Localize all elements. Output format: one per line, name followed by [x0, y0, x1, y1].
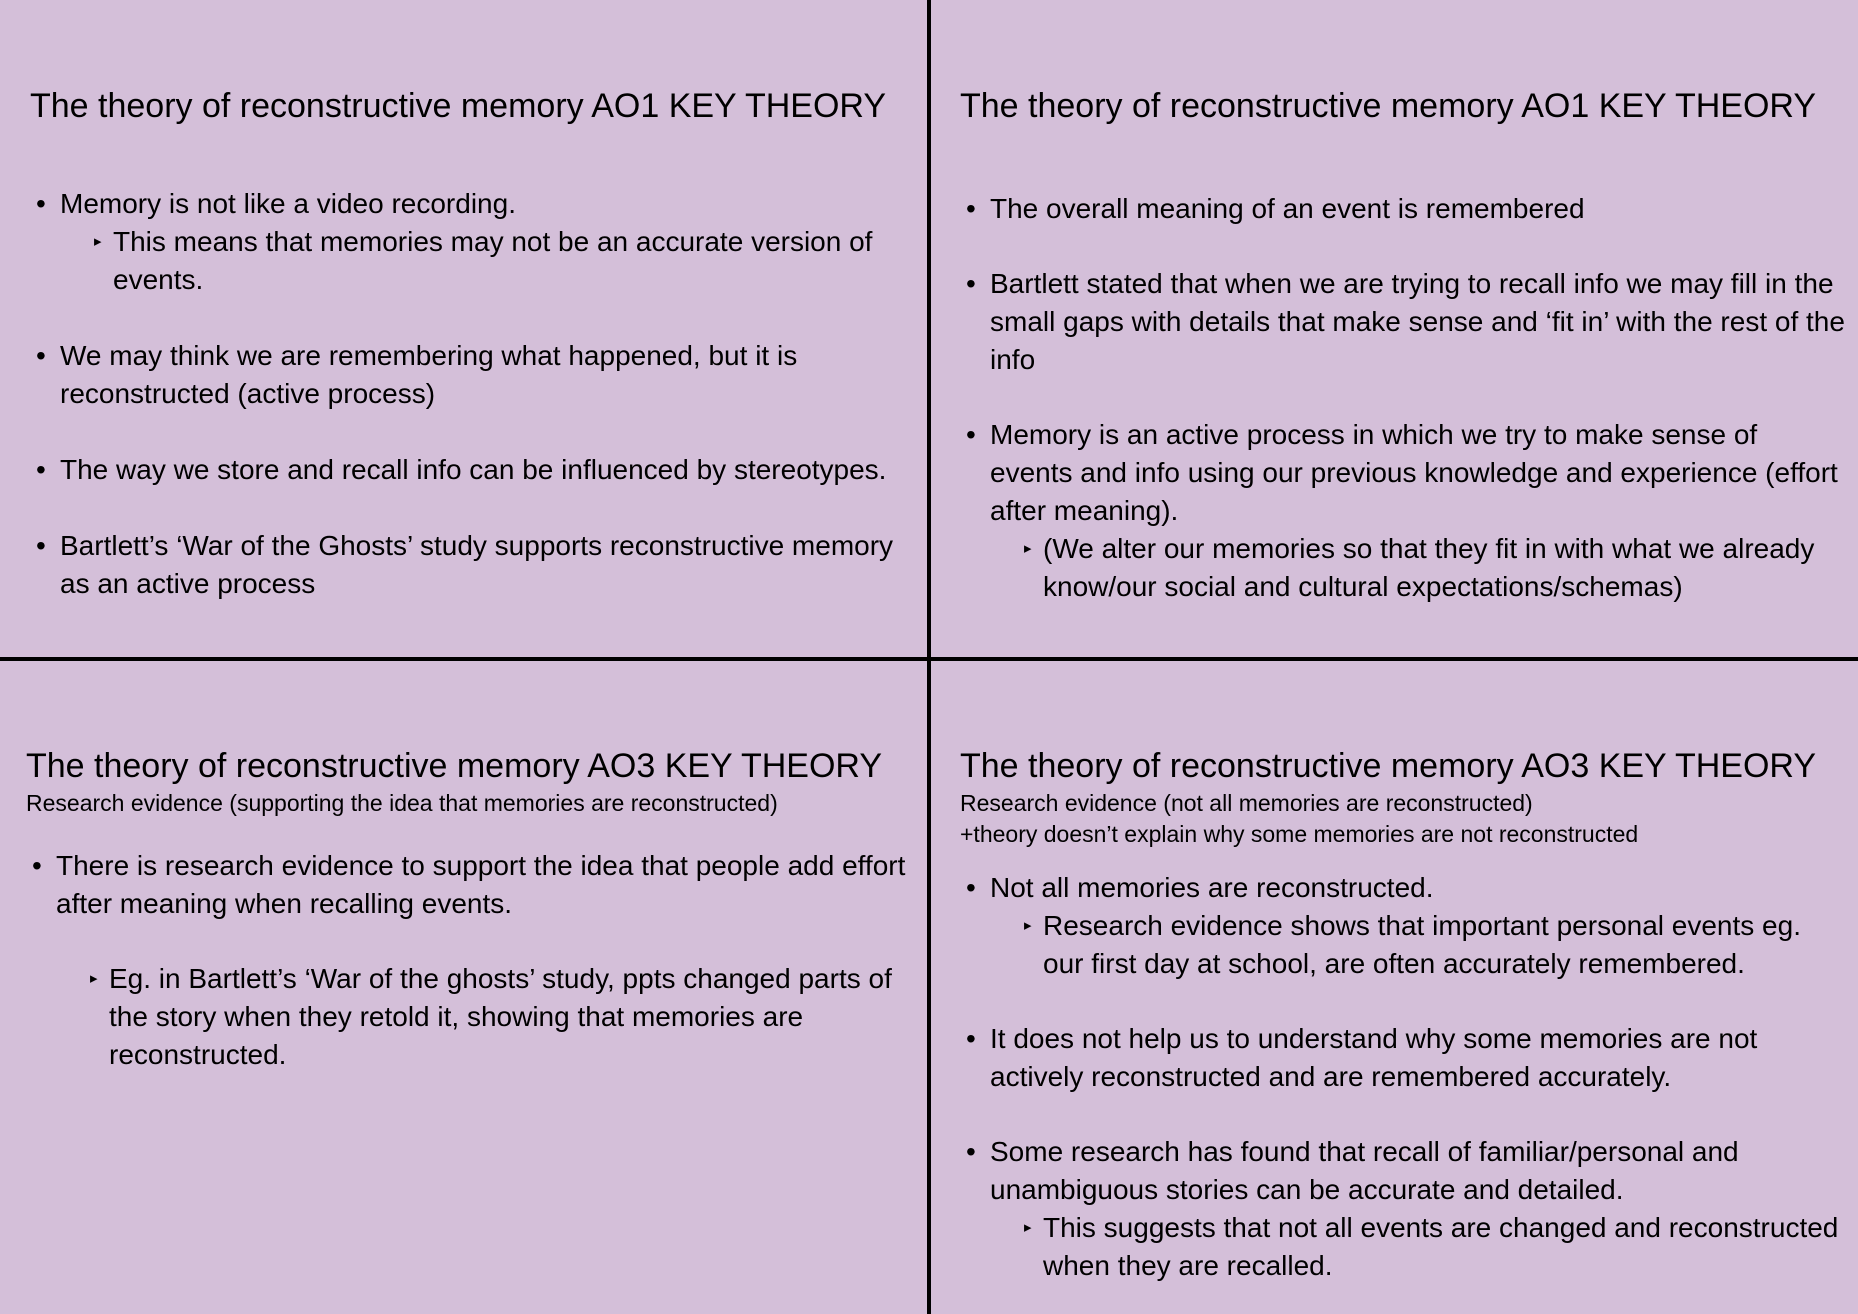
triangle-bullet-icon: ▸ — [1024, 540, 1032, 557]
panel-ao1-left — [0, 0, 927, 657]
bullet-item — [30, 451, 910, 489]
bullet-text: There is research evidence to support the idea that people add effort after meaning when recalling events. — [56, 850, 906, 919]
sub-bullet-item — [990, 1209, 1845, 1285]
bullet-dot-icon: • — [966, 268, 976, 299]
sub-bullet-item — [60, 223, 910, 299]
bullet-dot-icon: • — [36, 340, 46, 371]
sub-bullet-text: Eg. in Bartlett’s ‘War of the ghosts’ study, ppts changed parts of the story when they retold it, showing that memories are reconstructed. — [109, 963, 892, 1070]
bullet-dot-icon: • — [36, 454, 46, 485]
sub-bullet-text: This means that memories may not be an accurate version of events. — [113, 226, 873, 295]
bullet-item — [30, 185, 910, 299]
bullet-text: Not all memories are reconstructed. — [990, 872, 1434, 903]
bullet-item — [960, 416, 1845, 606]
bullet-dot-icon: • — [36, 530, 46, 561]
bullet-text: We may think we are remembering what happened, but it is reconstructed (active process) — [60, 340, 798, 409]
bullet-item — [26, 847, 916, 1074]
bullet-dot-icon: • — [966, 193, 976, 224]
bullet-item — [960, 869, 1845, 983]
bullet-text: Some research has found that recall of familiar/personal and unambiguous stories can be accurate and detailed. — [990, 1136, 1739, 1205]
panel-ao1-right — [931, 0, 1858, 657]
panel-subtitle: Research evidence (supporting the idea that memories are reconstructed) — [26, 790, 778, 816]
bullet-item — [960, 1020, 1845, 1096]
panel-title: The theory of reconstructive memory AO3 KEY THEORY — [960, 747, 1817, 785]
sub-bullet-item — [56, 960, 916, 1074]
bullet-dot-icon: • — [36, 188, 46, 219]
bullet-item — [30, 337, 910, 413]
bullet-text: Memory is not like a video recording. — [60, 188, 516, 219]
sub-bullet-list — [56, 960, 916, 1074]
panel-title: The theory of reconstructive memory AO1 KEY THEORY — [30, 87, 887, 125]
bullet-dot-icon: • — [32, 850, 42, 881]
bullet-item — [960, 190, 1845, 228]
sub-bullet-text: Research evidence shows that important personal events eg. our first day at school, are often accurately remembered. — [1043, 910, 1801, 979]
sub-bullet-item — [990, 907, 1845, 983]
bullet-dot-icon: • — [966, 872, 976, 903]
panel-title: The theory of reconstructive memory AO3 KEY THEORY — [26, 747, 883, 785]
bullet-dot-icon: • — [966, 1023, 976, 1054]
panel-ao3-left — [0, 661, 927, 1314]
sub-bullet-list — [990, 907, 1845, 983]
sub-bullet-list — [990, 530, 1845, 606]
triangle-bullet-icon: ▸ — [94, 233, 102, 250]
bullet-item — [30, 527, 910, 603]
sub-bullet-text: This suggests that not all events are changed and reconstructed when they are recalled. — [1043, 1212, 1839, 1281]
bullet-dot-icon: • — [966, 419, 976, 450]
bullet-list — [30, 185, 910, 603]
panel-title: The theory of reconstructive memory AO1 KEY THEORY — [960, 87, 1817, 125]
sub-bullet-item — [990, 530, 1845, 606]
bullet-text: The overall meaning of an event is remembered — [990, 193, 1585, 224]
bullet-list — [26, 847, 916, 1074]
bullet-text: Bartlett stated that when we are trying to recall info we may fill in the small gaps with details that make sense and ‘fit in’ with the rest of the info — [990, 268, 1845, 375]
bullet-item — [960, 265, 1845, 379]
bullet-text: It does not help us to understand why some memories are not actively reconstructed and are remembered accurately. — [990, 1023, 1758, 1092]
panel-subtitle: +theory doesn’t explain why some memories are not reconstructed — [960, 821, 1639, 847]
bullet-list — [960, 869, 1845, 1285]
triangle-bullet-icon: ▸ — [90, 970, 98, 987]
sub-bullet-list — [990, 1209, 1845, 1285]
triangle-bullet-icon: ▸ — [1024, 1219, 1032, 1236]
bullet-text: Memory is an active process in which we try to make sense of events and info using our previous knowledge and experience (effort after meaning). — [990, 419, 1838, 526]
triangle-bullet-icon: ▸ — [1024, 917, 1032, 934]
bullet-item — [960, 1133, 1845, 1285]
panel-subtitle: Research evidence (not all memories are reconstructed) — [960, 790, 1533, 816]
bullet-text: Bartlett’s ‘War of the Ghosts’ study supports reconstructive memory as an active process — [60, 530, 894, 599]
panel-ao3-right — [931, 661, 1858, 1314]
sub-bullet-text: (We alter our memories so that they fit in with what we already know/our social and cultural expectations/schemas) — [1043, 533, 1815, 602]
sub-bullet-list — [60, 223, 910, 299]
bullet-dot-icon: • — [966, 1136, 976, 1167]
bullet-list — [960, 190, 1845, 606]
bullet-text: The way we store and recall info can be influenced by stereotypes. — [60, 454, 887, 485]
